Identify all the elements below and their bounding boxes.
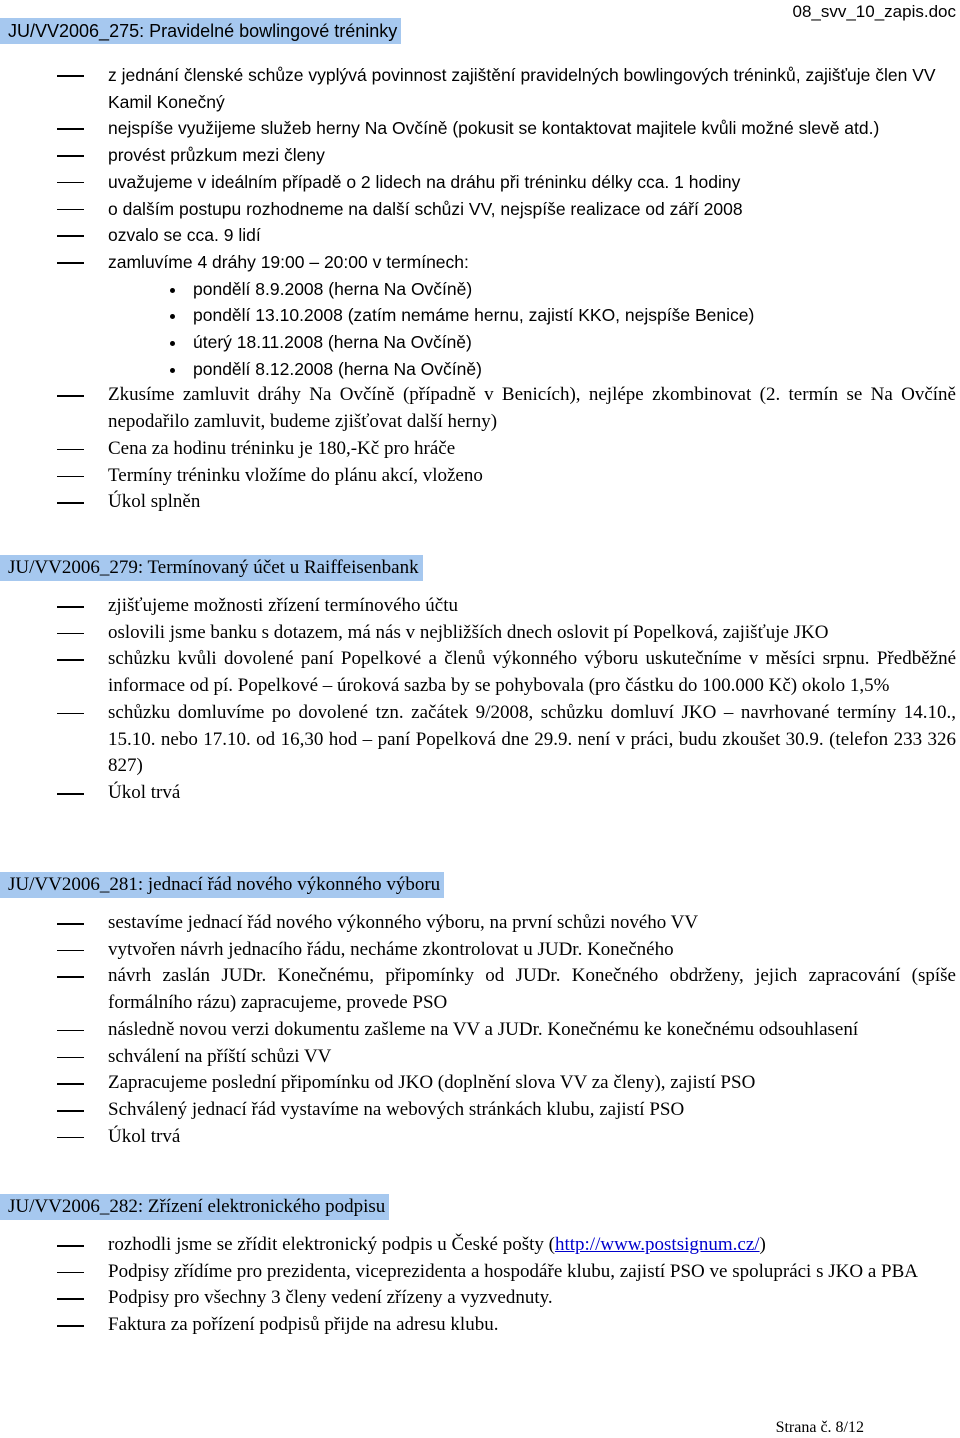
list-item: Úkol splněn — [0, 489, 960, 516]
section-heading: JU/VV2006_275: Pravidelné bowlingové tréninky — [0, 18, 401, 44]
section-279 — [0, 555, 960, 807]
list-item: vytvořen návrh jednacího řádu, necháme zkontrolovat u JUDr. Konečného — [0, 937, 960, 964]
item-list — [0, 593, 960, 807]
item-list — [0, 910, 960, 1150]
item-list — [0, 1232, 960, 1339]
page-label: Strana č. — [775, 1419, 832, 1436]
item-text: rozhodli jsme se zřídit elektronický podpis u České pošty ( — [108, 1234, 555, 1255]
list-item: Cena za hodinu tréninku je 180,-Kč pro hráče — [0, 436, 960, 463]
list-item: Schválený jednací řád vystavíme na webových stránkách klubu, zajistí PSO — [0, 1097, 960, 1124]
list-item: z jednání členské schůze vyplývá povinnost zajištění pravidelných bowlingových tréninků, zajišťuje člen VV Kamil Konečný — [0, 62, 960, 115]
list-item: Úkol trvá — [0, 1124, 960, 1151]
list-item: Podpisy pro všechny 3 členy vedení zřízeny a vyzvednuty. — [0, 1285, 960, 1312]
list-item: zamluvíme 4 dráhy 19:00 – 20:00 v termínech: — [0, 249, 960, 276]
term-item: pondělí 8.9.2008 (herna Na Ovčíně) — [0, 276, 960, 303]
document-filename: 08_svv_10_zapis.doc — [792, 2, 956, 21]
section-275 — [0, 18, 960, 516]
list-item: návrh zaslán JUDr. Konečnému, připomínky od JUDr. Konečného obdrženy, jejich zapracování (spíše formálního rázu) zapracujeme, provede PSO — [0, 963, 960, 1016]
page-number — [776, 1418, 864, 1438]
item-text: ) — [759, 1234, 766, 1255]
list-item: Termíny tréninku vložíme do plánu akcí, vloženo — [0, 463, 960, 490]
section-heading: JU/VV2006_281: jednací řád nového výkonného výboru — [0, 872, 444, 898]
list-item: schůzku domluvíme po dovolené tzn. začátek 9/2008, schůzku domluví JKO – navrhované termíny 14.10., 15.10. nebo 17.10. od 16,30 hod – paní Popelková dne 29.9. není v práci, budu zkoušet 30.9. (telefon 233 326 827) — [0, 700, 960, 780]
section-heading: JU/VV2006_282: Zřízení elektronického podpisu — [0, 1194, 389, 1220]
list-item: Zapracujeme poslední připomínku od JKO (doplnění slova VV za členy), zajistí PSO — [0, 1070, 960, 1097]
list-item: o dalším postupu rozhodneme na další schůzi VV, nejspíše realizace od září 2008 — [0, 196, 960, 223]
list-item: zjišťujeme možnosti zřízení termínového účtu — [0, 593, 960, 620]
section-282 — [0, 1194, 960, 1339]
term-list — [0, 276, 960, 383]
term-item: úterý 18.11.2008 (herna Na Ovčíně) — [0, 329, 960, 356]
term-item: pondělí 8.12.2008 (herna Na Ovčíně) — [0, 356, 960, 383]
item-list — [0, 62, 960, 276]
list-item: schůzku kvůli dovolené paní Popelkové a členů výkonného výboru uskutečníme v měsíci srpnu. Předběžné informace od pí. Popelkové – úroková sazba by se pohybovala (pro částku do 100.000 Kč) okolo 1,5% — [0, 646, 960, 699]
page-count: 8/12 — [835, 1419, 864, 1436]
list-item: Faktura za pořízení podpisů přijde na adresu klubu. — [0, 1312, 960, 1339]
item-list — [0, 382, 960, 516]
list-item: Zkusíme zamluvit dráhy Na Ovčíně (případně v Benicích), nejlépe zkombinovat (2. termín se Na Ovčíně nepodařilo zamluvit, budeme zjišťovat další herny) — [0, 382, 960, 435]
list-item: sestavíme jednací řád nového výkonného výboru, na první schůzi nového VV — [0, 910, 960, 937]
list-item: následně novou verzi dokumentu zašleme na VV a JUDr. Konečnému ke konečnému odsouhlasení — [0, 1017, 960, 1044]
list-item: Úkol trvá — [0, 780, 960, 807]
list-item: provést průzkum mezi členy — [0, 142, 960, 169]
list-item — [0, 1232, 960, 1259]
section-heading: JU/VV2006_279: Termínovaný účet u Raiffeisenbank — [0, 555, 423, 581]
list-item: schválení na příští schůzi VV — [0, 1044, 960, 1071]
term-item: pondělí 13.10.2008 (zatím nemáme hernu, zajistí KKO, nejspíše Benice) — [0, 302, 960, 329]
list-item: Podpisy zřídíme pro prezidenta, viceprezidenta a hospodáře klubu, zajistí PSO ve spolupráci s JKO a PBA — [0, 1259, 960, 1286]
list-item: oslovili jsme banku s dotazem, má nás v nejbližších dnech oslovit pí Popelková, zajišťuje JKO — [0, 620, 960, 647]
list-item: uvažujeme v ideálním případě o 2 lidech na dráhu při tréninku délky cca. 1 hodiny — [0, 169, 960, 196]
list-item: nejspíše využijeme služeb herny Na Ovčíně (pokusit se kontaktovat majitele kvůli možné slevě atd.) — [0, 115, 960, 142]
list-item: ozvalo se cca. 9 lidí — [0, 222, 960, 249]
postsignum-link[interactable]: http://www.postsignum.cz/ — [554, 1234, 760, 1255]
section-281 — [0, 872, 960, 1150]
